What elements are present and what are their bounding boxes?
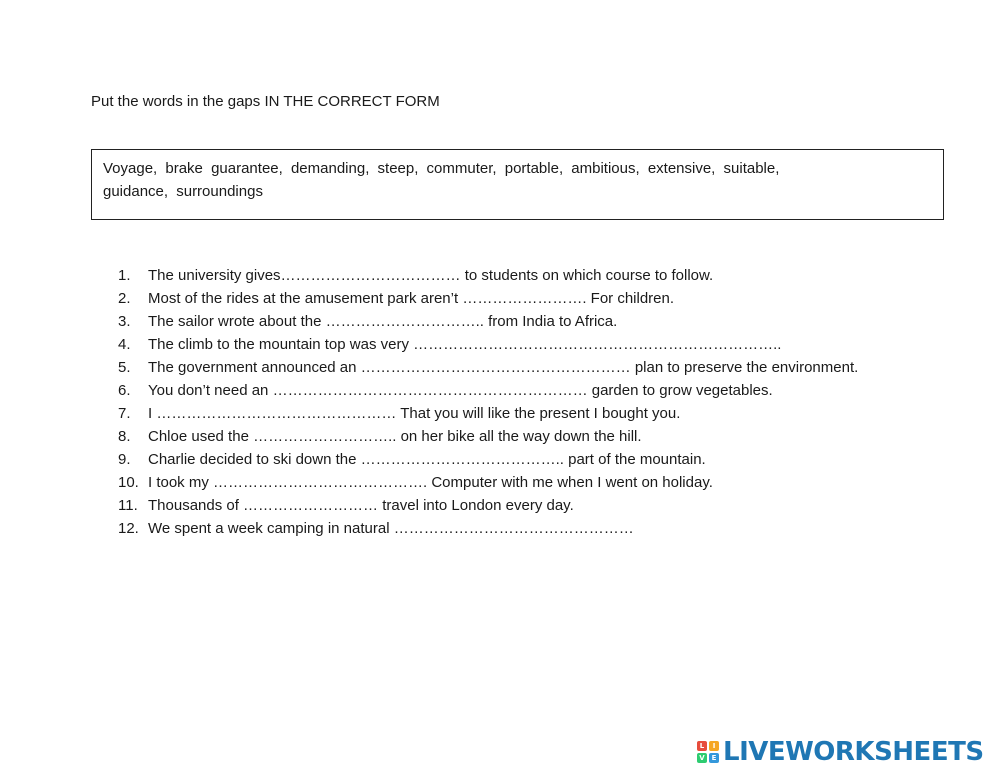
liveworksheets-logo[interactable] [697,735,984,769]
question-text: Charlie decided to ski down the ………………………………….. part of the mountain. [148,451,706,468]
question-text: We spent a week camping in natural ………………………………………… [148,520,634,537]
word-bank-line-2: guidance, surroundings [103,183,263,200]
question-text: Most of the rides at the amusement park aren’t ……………………. For children. [148,290,675,307]
question-text: The university gives……………………………… to students on which course to follow. [148,267,714,284]
question-number: 3. [118,313,131,330]
question-item [118,379,858,402]
question-item [118,310,858,333]
question-text: Chloe used the ……………………….. on her bike all the way down the hill. [148,428,642,445]
question-item [118,425,858,448]
question-number: 7. [118,405,131,422]
question-item [118,356,858,379]
question-number: 10. [118,474,139,491]
word-bank-box [91,149,944,220]
question-text: The sailor wrote about the ………………………….. from India to Africa. [148,313,618,330]
question-text: The government announced an ……………………………………………… plan to preserve the environment. [148,359,859,376]
instruction-text: Put the words in the gaps IN THE CORRECT FORM [91,93,440,110]
logo-tile-e: E [709,753,719,763]
question-number: 6. [118,382,131,399]
question-item [118,517,858,540]
word-bank-line-1: Voyage, brake guarantee, demanding, steep, commuter, portable, ambitious, extensive, suitable, [103,160,780,177]
question-text: I took my ……………………………………. Computer with me when I went on holiday. [148,474,713,491]
question-number: 5. [118,359,131,376]
question-item [118,471,858,494]
logo-tile-l: L [697,741,707,751]
question-item [118,333,858,356]
question-item [118,494,858,517]
logo-wordmark: LIVEWORKSHEETS [723,737,984,767]
question-item [118,264,858,287]
question-text: I ………………………………………… That you will like the present I bought you. [148,405,681,422]
logo-tile-v: V [697,753,707,763]
question-text: Thousands of ……………………… travel into London every day. [148,497,574,514]
question-number: 8. [118,428,131,445]
question-number: 11. [118,497,138,514]
logo-tile-i: I [709,741,719,751]
question-item [118,402,858,425]
question-number: 2. [118,290,131,307]
question-number: 12. [118,520,139,537]
question-item [118,287,858,310]
question-number: 9. [118,451,131,468]
liveworksheets-logo-icon [697,741,719,763]
question-list [118,264,858,540]
question-number: 4. [118,336,131,353]
question-text: The climb to the mountain top was very ……………………………………………………………….. [148,336,782,353]
question-number: 1. [118,267,131,284]
question-item [118,448,858,471]
question-text: You don’t need an ……………………………………………………… garden to grow vegetables. [148,382,773,399]
